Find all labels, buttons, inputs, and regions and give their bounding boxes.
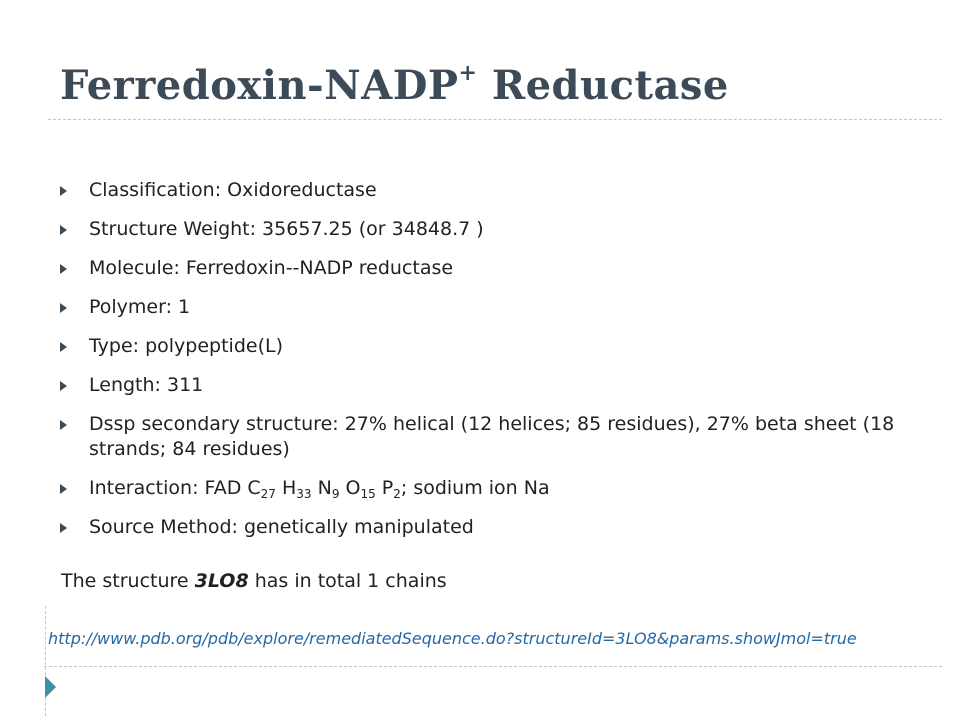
formula-o: O: [339, 477, 361, 499]
list-item: [60, 412, 920, 462]
list-item: [60, 295, 920, 320]
bullet-arrow-icon: [60, 303, 67, 313]
list-item: [60, 334, 920, 359]
formula-n: N: [311, 477, 332, 499]
formula-n-count: 9: [331, 487, 340, 501]
list-item: [60, 515, 920, 540]
formula-c-count: 27: [260, 487, 276, 501]
formula-h: H: [275, 477, 297, 499]
bullet-text: Classification: Oxidoreductase: [89, 179, 377, 201]
bullet-text: Molecule: Ferredoxin--NADP reductase: [89, 257, 454, 279]
bullet-text: Dssp secondary structure: 27% helical (12 helices; 85 residues), 27% beta sheet (18 strands; 84 residues): [89, 413, 895, 460]
bullet-text: Source Method: genetically manipulated: [89, 516, 474, 538]
bullet-arrow-icon: [60, 420, 67, 430]
source-link[interactable]: http://www.pdb.org/pdb/explore/remediatedSequence.do?structureId=3LO8&params.showJmol=true: [48, 629, 857, 648]
structure-id: 3LO8: [194, 570, 249, 592]
summary-before: The structure: [61, 570, 195, 592]
triangle-right-icon: [45, 676, 56, 698]
formula-h-count: 33: [296, 487, 312, 501]
formula-p: P: [375, 477, 394, 499]
bullet-text: Polymer: 1: [89, 296, 191, 318]
bullet-arrow-icon: [60, 523, 67, 533]
chain-summary: [61, 570, 447, 592]
list-item: [60, 217, 920, 242]
bullet-text: Structure Weight: 35657.25 (or 34848.7 ): [89, 218, 484, 240]
bullet-arrow-icon: [60, 225, 67, 235]
slide-title: [60, 60, 729, 109]
title-text: Ferredoxin-NADP: [60, 62, 459, 109]
summary-after: has in total 1 chains: [248, 570, 447, 592]
bullet-arrow-icon: [60, 186, 67, 196]
formula-c: C: [247, 477, 261, 499]
bullet-arrow-icon: [60, 381, 67, 391]
list-item: [60, 256, 920, 281]
title-divider: [48, 119, 942, 120]
bullet-arrow-icon: [60, 342, 67, 352]
bullet-text: Type: polypeptide(L): [89, 335, 283, 357]
title-text-after: Reductase: [477, 62, 729, 109]
footer-divider: [44, 666, 942, 667]
bullet-list: [60, 178, 920, 554]
formula-o-count: 15: [360, 487, 376, 501]
title-superscript: +: [458, 60, 478, 86]
footer-vertical-divider: [45, 606, 46, 716]
list-item-interaction: [60, 476, 920, 501]
interaction-suffix: ; sodium ion Na: [400, 477, 550, 499]
bullet-text: Length: 311: [89, 374, 204, 396]
bullet-arrow-icon: [60, 484, 67, 494]
list-item: [60, 373, 920, 398]
bullet-arrow-icon: [60, 264, 67, 274]
list-item: [60, 178, 920, 203]
interaction-prefix: Interaction: FAD: [89, 477, 248, 499]
formula-p-count: 2: [393, 487, 401, 501]
